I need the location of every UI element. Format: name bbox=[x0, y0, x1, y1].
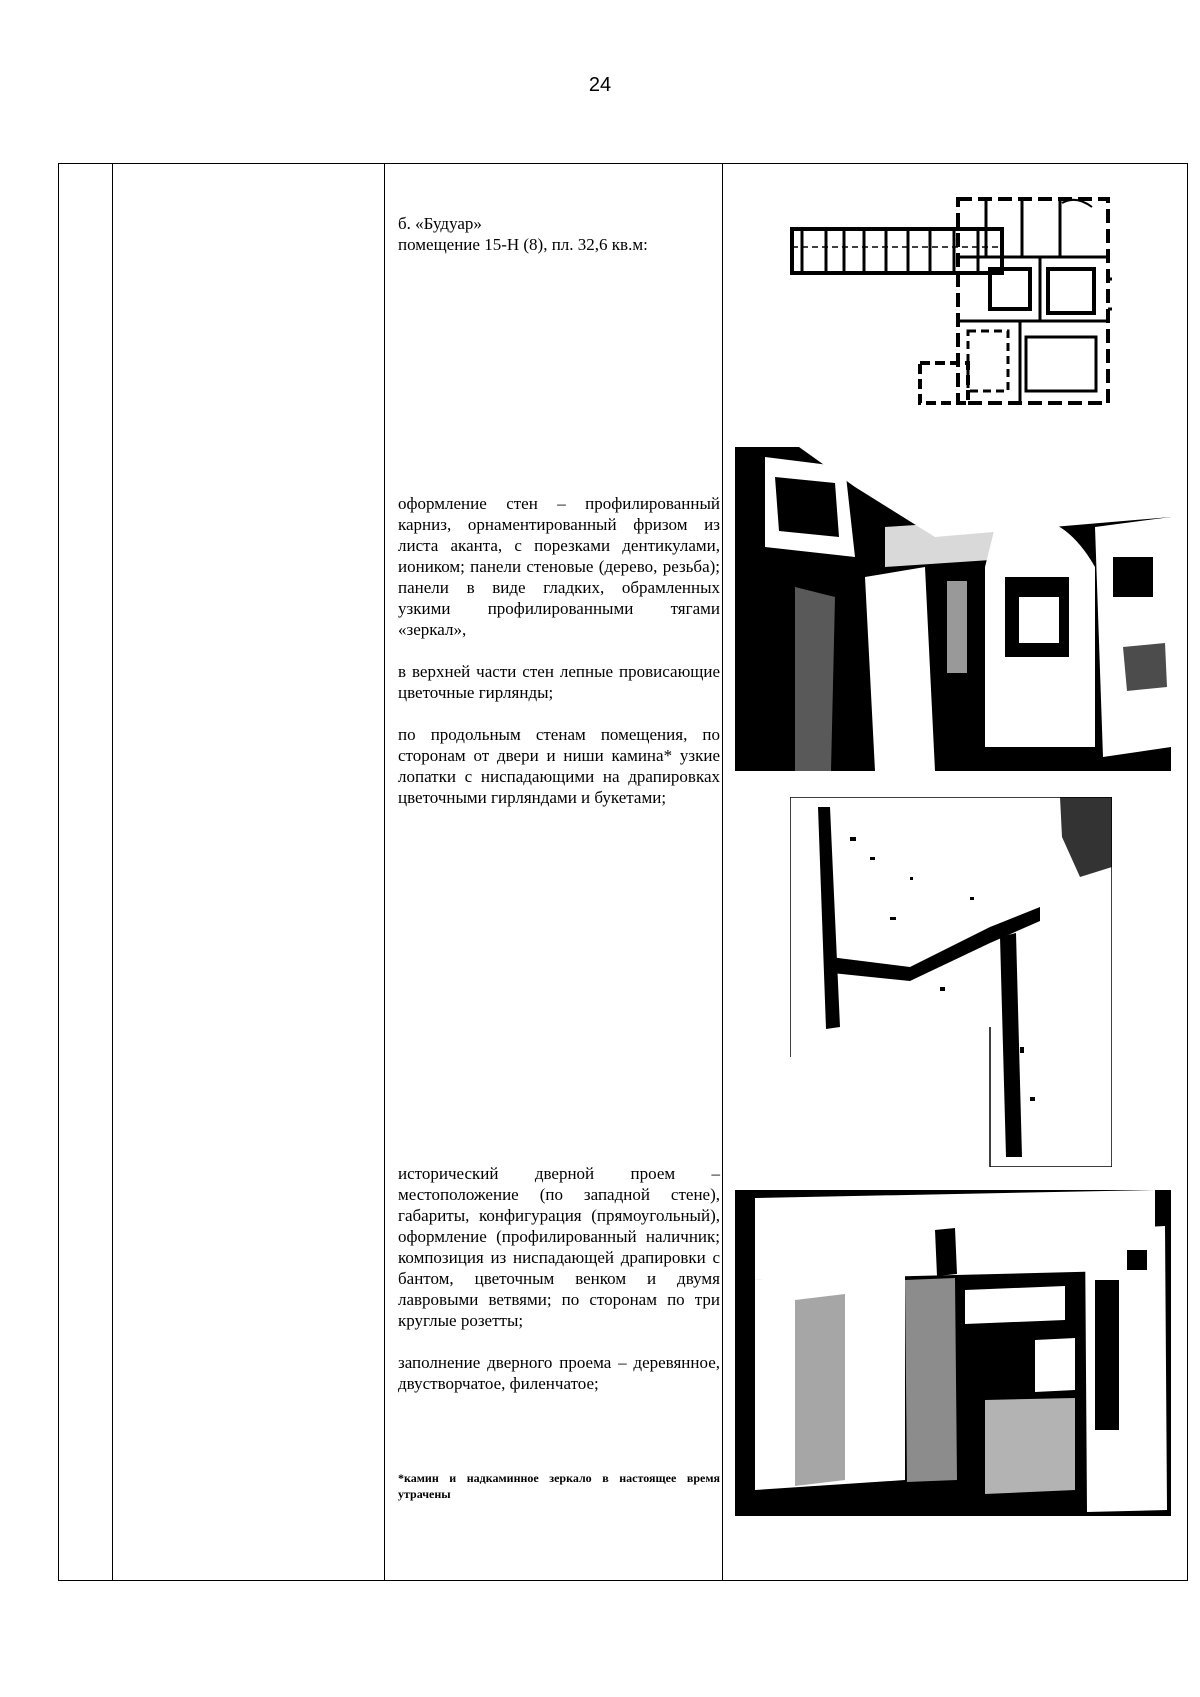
photo-doorway-icon bbox=[735, 1190, 1171, 1516]
page-number: 24 bbox=[588, 74, 612, 96]
photo-pilaster-icon bbox=[790, 797, 1112, 1167]
pilaster-photo bbox=[790, 797, 1112, 1167]
column-divider bbox=[384, 164, 385, 1580]
doorway-description-block bbox=[398, 1163, 720, 1394]
footnote-text: *камин и надкаминное зеркало в настоящее время утрачены bbox=[398, 1471, 720, 1501]
floor-plan-image bbox=[790, 197, 1112, 405]
floor-plan-icon bbox=[790, 197, 1112, 405]
photo-wall-decoration-icon bbox=[735, 447, 1171, 771]
room-number-area: помещение 15-Н (8), пл. 32,6 кв.м: bbox=[398, 235, 648, 254]
wall-description-block bbox=[398, 493, 720, 808]
door-fill-text: заполнение дверного проема – деревянное, двустворчатое, филенчатое; bbox=[398, 1353, 720, 1393]
footnote-block bbox=[398, 1470, 720, 1502]
room-heading: б. «Будуар» bbox=[398, 214, 482, 233]
column-divider bbox=[112, 164, 113, 1580]
wall-decoration-photo bbox=[735, 447, 1171, 771]
doorway-text: исторический дверной проем – местоположение (по западной стене), габариты, конфигурация (прямоугольный), оформление (профилированный наличник; композиция из ниспадающей драпировки с бантом, цветочным венком и двумя лавровыми ветвями; по сторонам по три круглые розетты; bbox=[398, 1164, 720, 1330]
room-heading-block bbox=[398, 213, 720, 255]
wall-decoration-text: оформление стен – профилированный карниз, орнаментированный фризом из листа аканта, с порезками дентикулами, иоником; панели стеновые (дерево, резьба); панели в виде гладких, обрамленных узкими профилированными тягами «зеркал», bbox=[398, 494, 720, 639]
doorway-photo bbox=[735, 1190, 1171, 1516]
garlands-text: в верхней части стен лепные провисающие цветочные гирлянды; bbox=[398, 662, 720, 702]
pilasters-text: по продольным стенам помещения, по сторонам от двери и ниши камина* узкие лопатки с ниспадающими на драпировках цветочными гирляндами и букетами; bbox=[398, 725, 720, 807]
column-divider bbox=[722, 164, 723, 1580]
